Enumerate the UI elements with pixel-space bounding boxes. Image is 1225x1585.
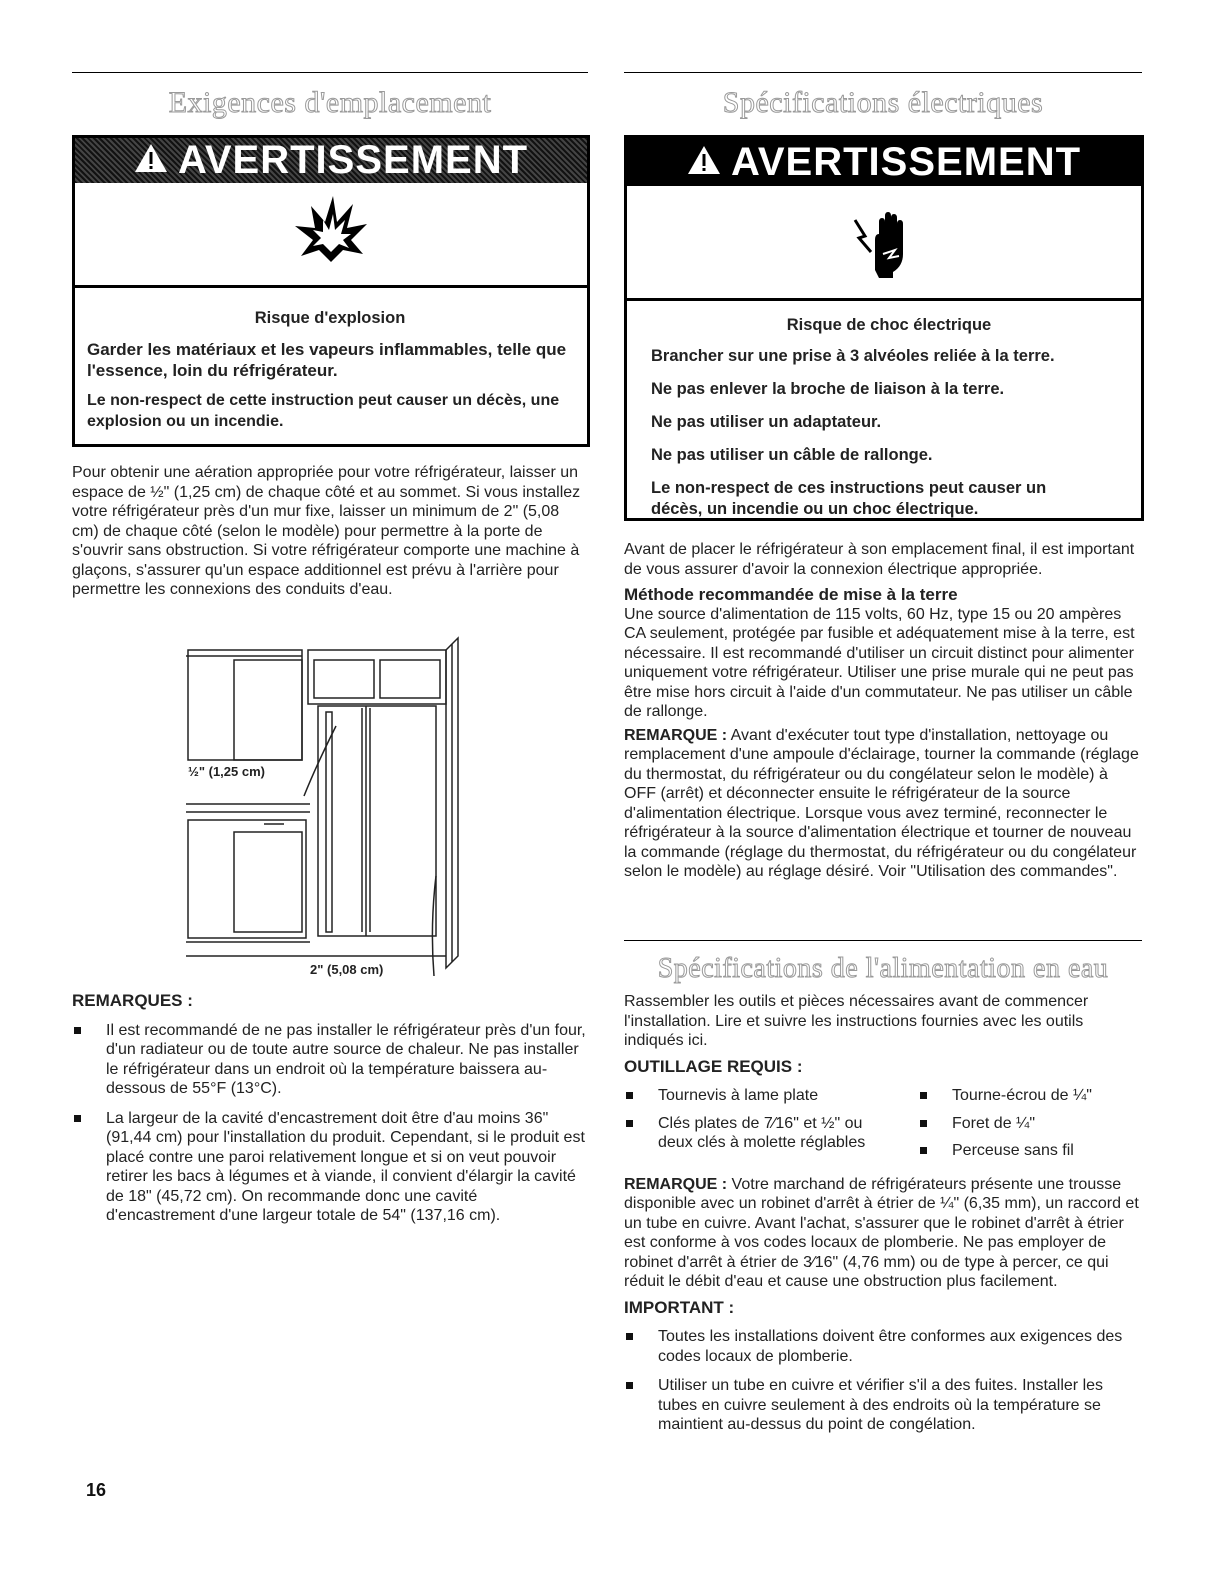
explosion-warning-box: [72, 135, 590, 447]
important-item: Utiliser un tube en cuivre et vérifier s'il a des fuites. Installer les tubes en cuivre seulement à des endroits où la température se maintient au-dessus du point de congélation.: [624, 1376, 1142, 1435]
electric-shock-hand-icon: [849, 200, 919, 285]
explosion-icon-area: [75, 183, 587, 288]
water-section: [624, 992, 1142, 1445]
water-intro: Rassembler les outils et pièces nécessaires avant de commencer l'installation. Lire et suivre les instructions fournies avec les outils indiqués ici.: [624, 993, 1089, 1049]
location-intro-text: Pour obtenir une aération appropriée pour votre réfrigérateur, laisser un espace de ½" (1,25 cm) de chaque côté et au sommet. Si vous installez votre réfrigérateur près d'un mur fixe, laisser un minimum de 2" (5,08 cm) de chaque côté (selon le modèle) pour permettre à la porte de s'ouvrir sans obstruction. Si votre réfrigérateur comporte une machine à glaçons, s'assurer qu'un espace additionnel est prévu à l'arrière pour permettre les connexions des conduits d'eau.: [72, 464, 581, 598]
shock-risk-title: Risque de choc électrique: [786, 316, 992, 334]
tools-list: [624, 1086, 1142, 1171]
explosion-risk-title: Risque d'explosion: [254, 309, 406, 327]
shock-icon-area: [627, 186, 1141, 301]
note-label: REMARQUE :: [624, 726, 728, 744]
note-label: REMARQUE :: [624, 1175, 728, 1193]
location-intro: [72, 463, 588, 600]
section-title-location: Exigences d'emplacement: [168, 86, 492, 119]
remark-item: La largeur de la cavité d'encastrement doit être d'au moins 36" (91,44 cm) pour l'installation du produit. Cependant, si le produit est placé contre une paroi relativement longue et si on veut pouvoir retirer les bacs à légumes et à viande, il convient d'élargir la cavité de 18" (45,72 cm). On recommande donc une cavité d'encastrement d'une largeur totale de 54" (137,16 cm).: [72, 1109, 588, 1226]
warning-line: Brancher sur une prise à 3 alvéoles reliée à la terre.: [651, 347, 1055, 365]
note-text: Votre marchand de réfrigérateurs présente une trousse disponible avec un robinet d'arrêt à étrier de ¼" (6,35 mm), un raccord et un tube en cuivre. Avant l'achat, s'assurer que le robinet d'arrêt à étrier est conforme à vos codes locaux de plomberie. Ne pas employer de robinet d'arrêt à étrier de 3⁄16" (4,76 mm) ou de type à percer, ce qui réduit le débit d'eau et cause une obstruction plus facilement.: [624, 1175, 1139, 1290]
tool-item: Foret de ¼": [918, 1114, 1142, 1134]
electrical-intro: Avant de placer le réfrigérateur à son emplacement final, il est important de vous assurer d'avoir la connexion électrique appropriée.: [624, 541, 1135, 578]
page-number: 16: [86, 1480, 107, 1500]
remark-item: Il est recommandé de ne pas installer le réfrigérateur près d'un four, d'un radiateur ou de toute autre source de chaleur. Ne pas installer le réfrigérateur dans un endroit où la température baissera au-dessous de 55°F (13°C).: [72, 1021, 588, 1099]
warning-header-text: AVERTISSEMENT: [177, 138, 529, 182]
explosion-icon: [291, 192, 371, 277]
tool-item: Perceuse sans fil: [918, 1141, 1142, 1161]
warning-line: Ne pas utiliser un câble de rallonge.: [651, 446, 933, 464]
tool-item: Tourne-écrou de ¼": [918, 1086, 1142, 1106]
warning-triangle-icon: [687, 140, 721, 185]
electrical-section: [624, 540, 1142, 882]
warning-header-text: AVERTISSEMENT: [730, 139, 1082, 184]
warning-line: Le non-respect de ces instructions peut causer un décès, un incendie ou un choc électrique.: [651, 479, 1047, 518]
top-rule-left: [72, 72, 588, 73]
tool-item: Tournevis à lame plate: [624, 1086, 918, 1106]
section-title-electrical: Spécifications électriques: [722, 86, 1044, 119]
electrical-note: [624, 726, 1142, 882]
note-text: Avant d'exécuter tout type d'installation, nettoyage ou remplacement d'une ampoule d'éclairage, tourner la commande (réglage du thermostat, du réfrigérateur ou du congélateur selon le modèle) à OFF (arrêt) et déconnecter ensuite le réfrigérateur de la source d'alimentation électrique. Lorsque vous avez terminé, reconnecter le réfrigérateur à la source d'alimentation électrique et tourner de nouveau la commande (réglage du thermostat, du réfrigérateur ou du congélateur selon le modèle) au réglage désiré. Voir "Utilisation des commandes".: [624, 726, 1139, 880]
tools-heading: OUTILLAGE REQUIS :: [624, 1056, 803, 1076]
grounding-method-heading: Méthode recommandée de mise à la terre: [624, 585, 958, 604]
important-item: Toutes les installations doivent être conformes aux exigences des codes locaux de plomberie.: [624, 1327, 1142, 1366]
grounding-method-text: Une source d'alimentation de 115 volts, 60 Hz, type 15 ou 20 ampères CA seulement, protégée par fusible et adéquatement mise à la terre, est nécessaire. Il est recommandé d'utiliser un circuit distinct pour alimenter uniquement votre réfrigérateur. Utiliser une prise murale qui ne peut pas être mise hors circuit à l'aide d'un commutateur. Ne pas utiliser un câble de rallonge.: [624, 605, 1135, 720]
water-note: [624, 1175, 1142, 1292]
clearance-label-two-inch: 2" (5,08 cm): [310, 962, 384, 977]
warning-header-right: [627, 138, 1141, 186]
shock-warning-box: [624, 135, 1144, 521]
important-heading: IMPORTANT :: [624, 1297, 735, 1317]
warning-triangle-icon: [134, 138, 168, 183]
mid-rule-right: [624, 940, 1142, 941]
top-rule-right: [624, 72, 1142, 73]
warning-line-1: Garder les matériaux et les vapeurs inflammables, telle que l'essence, loin du réfrigérateur.: [87, 340, 567, 380]
warning-line: Ne pas utiliser un adaptateur.: [651, 413, 882, 431]
warning-line: Ne pas enlever la broche de liaison à la terre.: [651, 380, 1005, 398]
refrigerator-clearance-figure: [186, 636, 476, 976]
warning-line-2: Le non-respect de cette instruction peut causer un décès, une explosion ou un incendie.: [87, 392, 560, 430]
remarks-heading: REMARQUES :: [72, 991, 193, 1010]
section-title-water: Spécifications de l'alimentation en eau: [657, 953, 1109, 984]
warning-header: [75, 138, 587, 183]
clearance-label-half-inch: ½" (1,25 cm): [188, 764, 265, 779]
tool-item: Clés plates de 7⁄16" et ½" ou deux clés à molette réglables: [624, 1114, 918, 1153]
remarks-section: [72, 991, 588, 1236]
